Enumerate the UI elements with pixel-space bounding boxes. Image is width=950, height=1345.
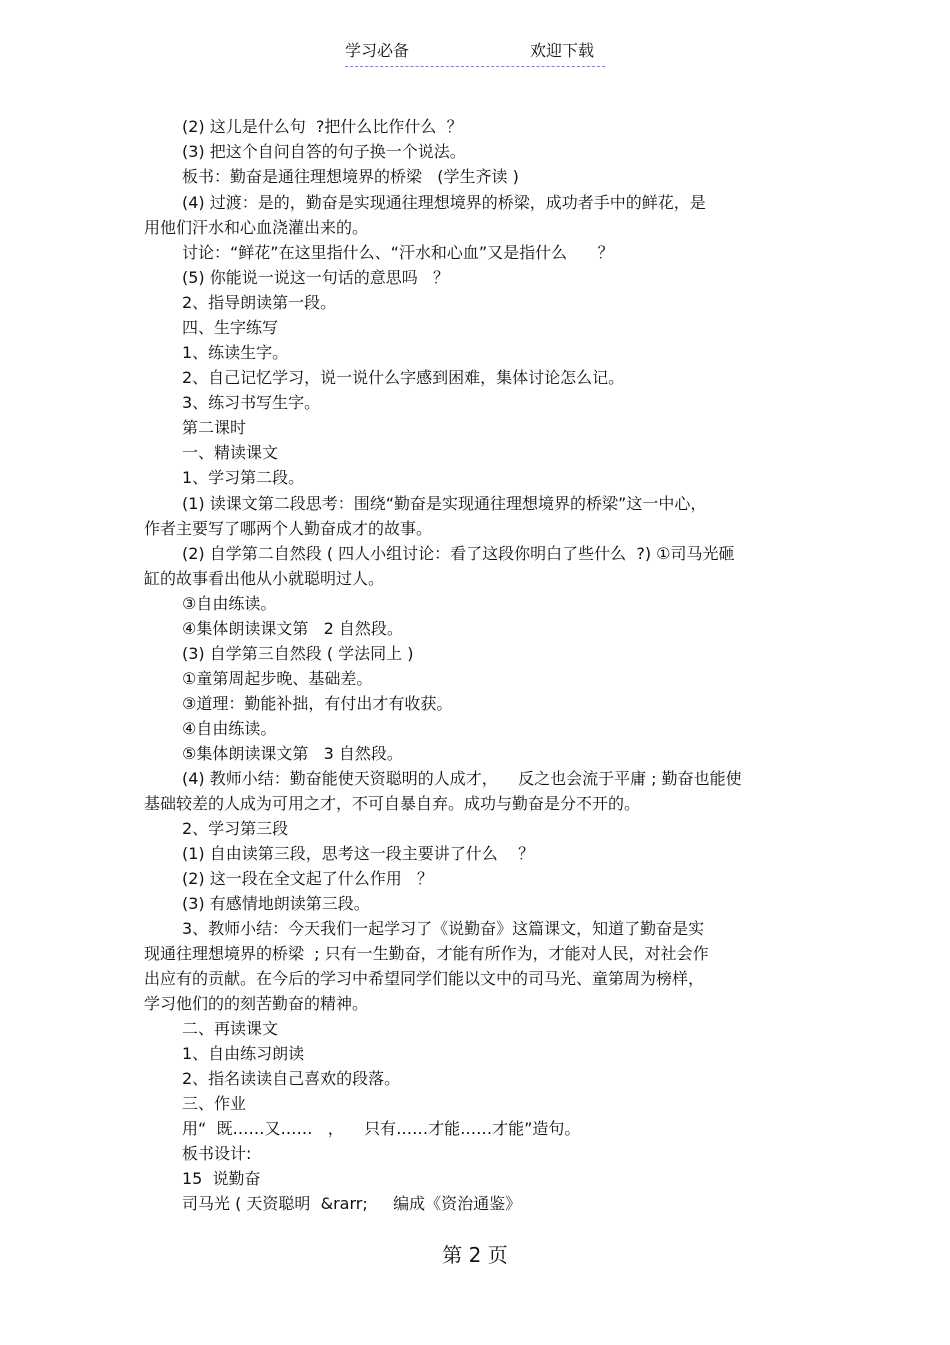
text-line: 二、再读课文 bbox=[182, 1019, 279, 1038]
text-line: (2) 自学第二自然段 ( 四人小组讨论：看了这段你明白了些什么 ?) ①司马光砸 bbox=[182, 544, 735, 563]
text-line: 四、生字练写 bbox=[182, 318, 279, 337]
text-line: 板书：勤奋是通往理想境界的桥梁 (学生齐读 ) bbox=[182, 167, 519, 186]
page-number: 第 2 页 bbox=[442, 1243, 508, 1267]
text-line: ⑤集体朗读课文第 3 自然段。 bbox=[182, 744, 403, 763]
text-line: ④自由练读。 bbox=[182, 719, 277, 738]
text-line: 1、练读生字。 bbox=[182, 343, 289, 362]
text-line: ④集体朗读课文第 2 自然段。 bbox=[182, 619, 403, 638]
text-line: 15 说勤奋 bbox=[182, 1169, 261, 1188]
text-line: ③道理：勤能补拙，有付出才有收获。 bbox=[182, 694, 453, 713]
text-line: 1、学习第二段。 bbox=[182, 468, 305, 487]
text-line: ③自由练读。 bbox=[182, 594, 277, 613]
text-line: 基础较差的人成为可用之才，不可自暴自弃。成功与勤奋是分不开的。 bbox=[144, 794, 641, 813]
text-line: (3) 自学第三自然段 ( 学法同上 ) bbox=[182, 644, 414, 663]
text-line: 2、指名读读自己喜欢的段落。 bbox=[182, 1069, 401, 1088]
text-line: (5) 你能说一说这一句话的意思吗 ？ bbox=[182, 268, 450, 287]
text-line: 2、学习第三段 bbox=[182, 819, 289, 838]
text-line: 2、自己记忆学习，说一说什么字感到困难，集体讨论怎么记。 bbox=[182, 368, 625, 387]
header-left-text: 学习必备 bbox=[345, 41, 410, 60]
text-line: 2、指导朗读第一段。 bbox=[182, 293, 337, 312]
text-line: (4) 教师小结：勤奋能使天资聪明的人成才， 反之也会流于平庸 ; 勤奋也能使 bbox=[182, 769, 742, 788]
page-header bbox=[345, 40, 605, 67]
text-line: 1、自由练习朗读 bbox=[182, 1044, 305, 1063]
text-line: 一、精读课文 bbox=[182, 443, 279, 462]
text-line: (3) 把这个自问自答的句子换一个说法。 bbox=[182, 142, 466, 161]
text-line: ①童第周起步晚、基础差。 bbox=[182, 669, 373, 688]
text-line: (1) 自由读第三段，思考这一段主要讲了什么 ？ bbox=[182, 844, 535, 863]
text-line: (4) 过渡：是的，勤奋是实现通往理想境界的桥梁，成功者手中的鲜花，是 bbox=[182, 193, 706, 212]
text-line: 作者主要写了哪两个人勤奋成才的故事。 bbox=[144, 519, 433, 538]
text-line: 用他们汗水和心血浇灌出来的。 bbox=[144, 218, 369, 237]
text-line: 学习他们的的刻苦勤奋的精神。 bbox=[144, 994, 369, 1013]
text-line: 缸的故事看出他从小就聪明过人。 bbox=[144, 569, 385, 588]
text-line: 现通往理想境界的桥梁 ; 只有一生勤奋，才能有所作为，才能对人民，对社会作 bbox=[144, 944, 709, 963]
text-line: 板书设计: bbox=[182, 1144, 252, 1163]
text-line: 3、教师小结：今天我们一起学习了《说勤奋》这篇课文，知道了勤奋是实 bbox=[182, 919, 705, 938]
text-line: 出应有的贡献。在今后的学习中希望同学们能以文中的司马光、童第周为榜样， bbox=[144, 969, 705, 988]
text-line: 三、作业 bbox=[182, 1094, 247, 1113]
text-line: 用“ 既……又…… ， 只有……才能……才能”造句。 bbox=[182, 1119, 581, 1138]
text-line: (2) 这儿是什么句 ?把什么比作什么 ？ bbox=[182, 117, 463, 136]
text-line: 讨论：“鲜花”在这里指什么、“汗水和心血”又是指什么 ？ bbox=[182, 243, 614, 262]
text-line: 3、练习书写生字。 bbox=[182, 393, 321, 412]
text-line: 第二课时 bbox=[182, 418, 247, 437]
text-line: (1) 读课文第二段思考：围绕“勤奋是实现通往理想境界的桥梁”这一中心， bbox=[182, 494, 707, 513]
text-line: 司马光 ( 天资聪明 &rarr; 编成《资治通鉴》 bbox=[182, 1194, 522, 1213]
text-line: (3) 有感情地朗读第三段。 bbox=[182, 894, 370, 913]
header-right-text: 欢迎下载 bbox=[530, 41, 595, 60]
text-line: (2) 这一段在全文起了什么作用 ？ bbox=[182, 869, 434, 888]
